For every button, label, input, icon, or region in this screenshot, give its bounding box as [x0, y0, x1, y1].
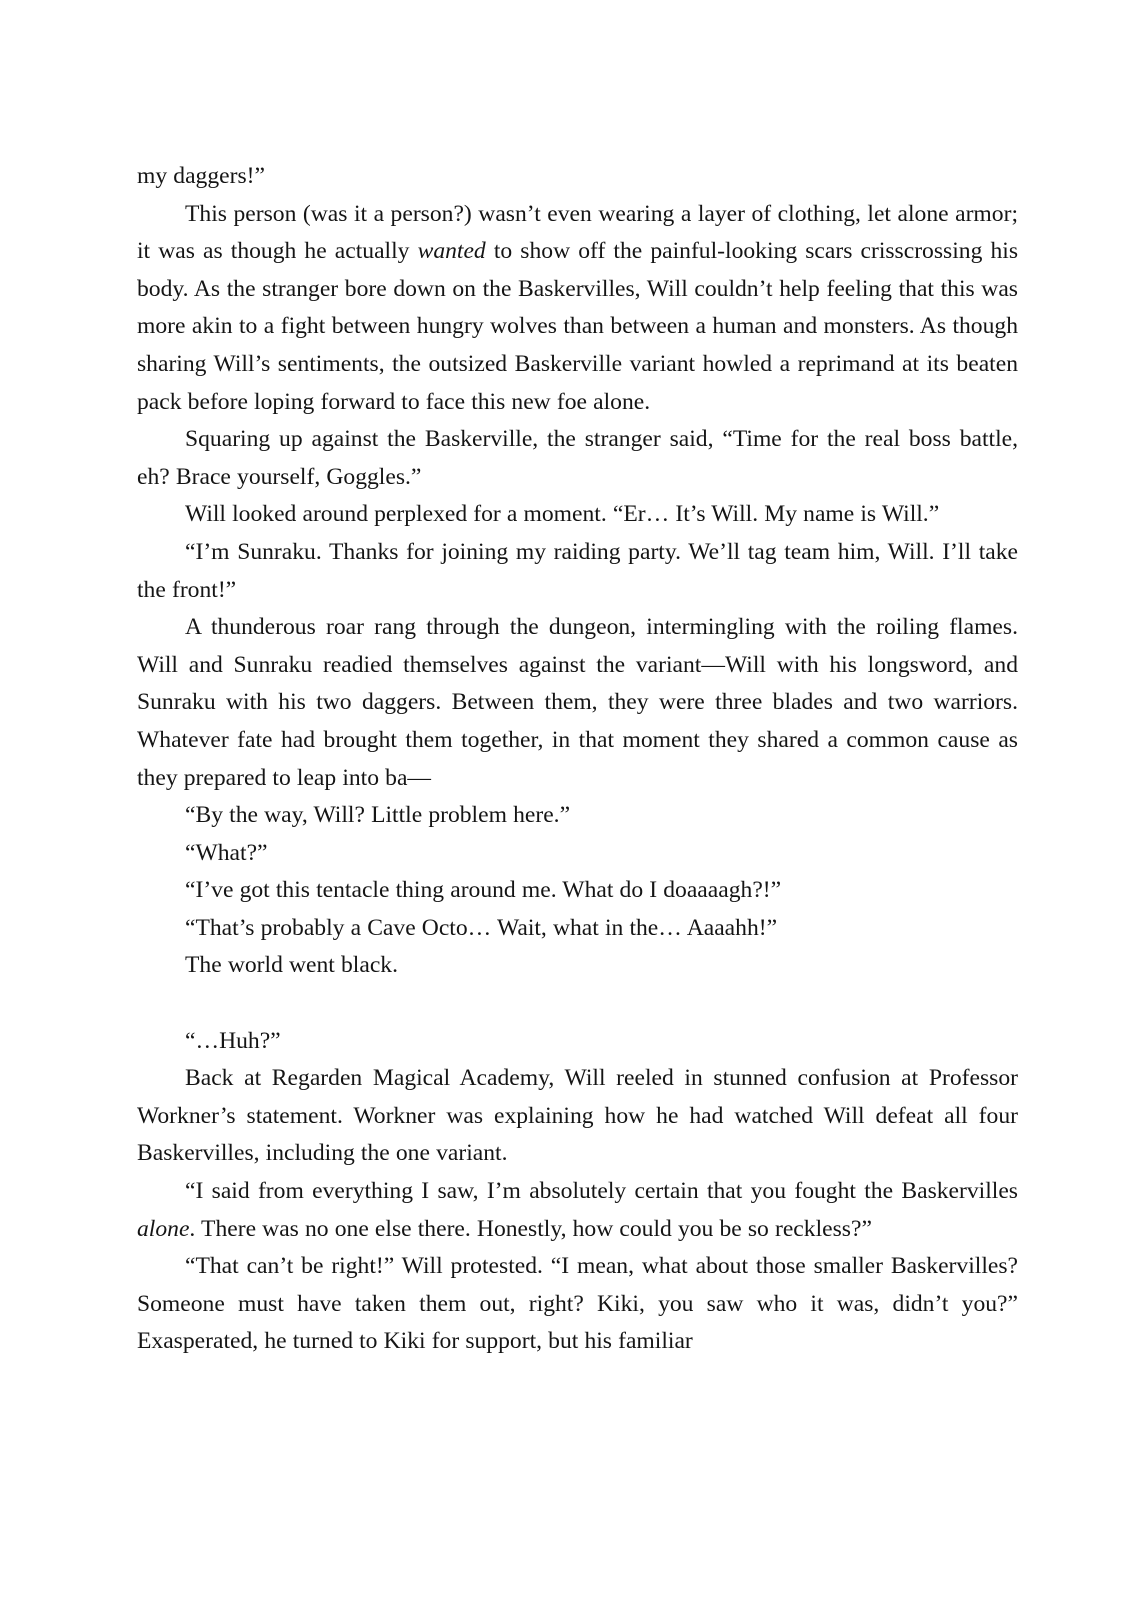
paragraph [137, 1060, 1018, 1173]
paragraph [137, 1173, 1018, 1248]
page-text-block [137, 158, 1018, 1361]
paragraph [137, 609, 1018, 797]
paragraph-continuation [137, 158, 1018, 196]
emphasized-text: alone [137, 1215, 190, 1242]
body-text: “That’s probably a Cave Octo… Wait, what in the… Aaaahh!” [185, 914, 778, 941]
body-text: . There was no one else there. Honestly, how could you be so reckless?” [189, 1215, 872, 1242]
paragraph [137, 835, 1018, 873]
paragraph [137, 872, 1018, 910]
paragraph [137, 534, 1018, 609]
paragraph [137, 797, 1018, 835]
paragraph [137, 947, 1018, 985]
body-text: A thunderous roar rang through the dungeon, intermingling with the roiling flames. Will and Sunraku readied themselves against the variant—Will with his longsword, and Sunraku with his two daggers. Between them, they were three blades and two warriors. Whatever fate had brought them together, in that moment they shared a common cause as they prepared to leap into ba— [137, 614, 1018, 791]
emphasized-text: wanted [417, 238, 486, 265]
body-text: my daggers!” [137, 163, 265, 189]
body-text: “By the way, Will? Little problem here.” [185, 802, 571, 829]
paragraph [137, 1023, 1018, 1061]
body-text: “I’ve got this tentacle thing around me. What do I doaaaagh?!” [185, 877, 782, 904]
body-text: This person (was it a person?) wasn’t even wearing a layer of clothing, let alone armor; it was as though he actually [137, 200, 1018, 265]
body-text: Squaring up against the Baskerville, the stranger said, “Time for the real boss battle, eh? Brace yourself, Goggles.” [137, 426, 1018, 490]
paragraph [137, 196, 1018, 422]
scene-break-spacer [137, 985, 1018, 1023]
body-text: “That can’t be right!” Will protested. “I mean, what about those smaller Baskervilles? Someone must have taken them out, right? Kiki, you saw who it was, didn’t you?” Exasperated, he turned to Kiki for support, but his familiar [137, 1253, 1018, 1355]
body-text: Back at Regarden Magical Academy, Will reeled in stunned confusion at Professor Workner’s statement. Workner was explaining how he had watched Will defeat all four Baskervilles, including the one variant. [137, 1065, 1018, 1167]
body-text: The world went black. [185, 952, 398, 979]
body-text: to show off the painful-looking scars crisscrossing his body. As the stranger bore down on the Baskervilles, Will couldn’t help feeling that this was more akin to a fight between hungry wolves than between a human and monsters. As though sharing Will’s sentiments, the outsized Baskerville variant howled a reprimand at its beaten pack before loping forward to face this new foe alone. [137, 238, 1019, 415]
body-text: “…Huh?” [185, 1027, 281, 1054]
body-text: “What?” [185, 839, 268, 866]
body-text: Will looked around perplexed for a moment. “Er… It’s Will. My name is Will.” [185, 501, 940, 528]
paragraph [137, 910, 1018, 948]
body-text: “I’m Sunraku. Thanks for joining my raiding party. We’ll tag team him, Will. I’ll take the front!” [137, 538, 1018, 603]
paragraph [137, 496, 1018, 534]
paragraph [137, 1248, 1018, 1361]
body-text: “I said from everything I saw, I’m absolutely certain that you fought the Baskervilles [185, 1178, 1018, 1205]
paragraph [137, 421, 1018, 496]
